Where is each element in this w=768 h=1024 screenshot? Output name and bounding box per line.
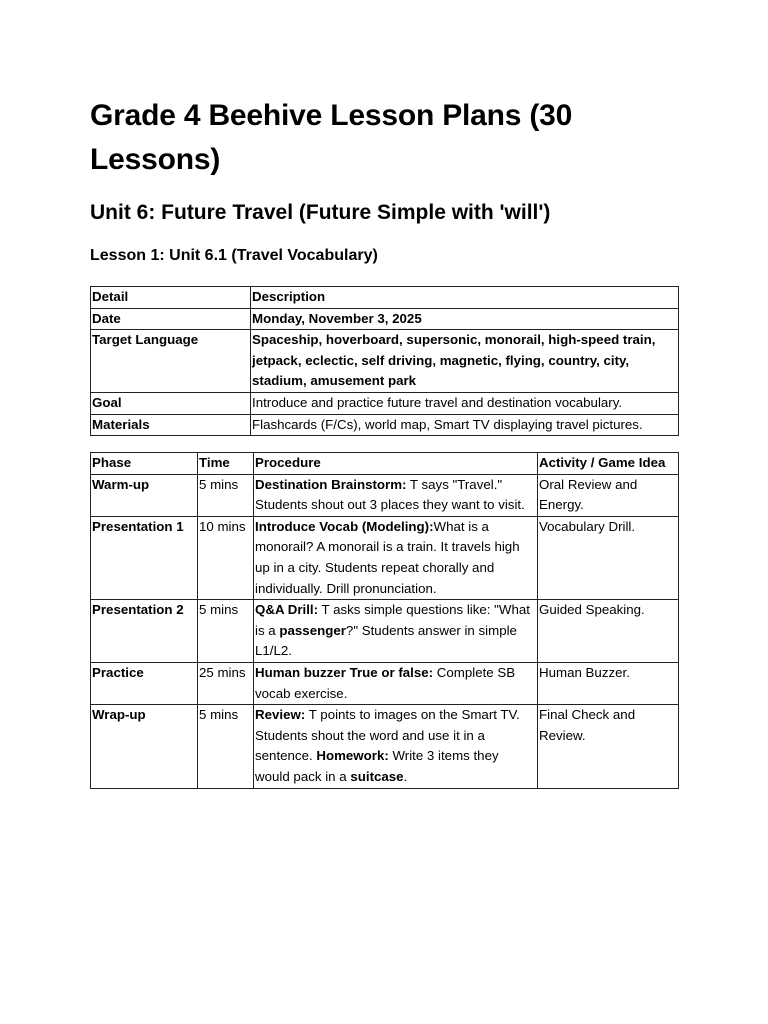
- time-cell: 25 mins: [198, 662, 254, 704]
- header-cell-description: Description: [251, 287, 679, 309]
- procedure-bold-text: Homework:: [316, 748, 389, 764]
- detail-value: Flashcards (F/Cs), world map, Smart TV displaying travel pictures.: [251, 414, 679, 436]
- table-row: [91, 516, 679, 599]
- detail-label: Goal: [91, 392, 251, 414]
- lesson-details-table: [90, 286, 679, 436]
- phase-cell: Practice: [91, 662, 198, 704]
- procedure-text: .: [403, 768, 408, 784]
- lesson-heading: Lesson 1: Unit 6.1 (Travel Vocabulary): [90, 247, 378, 264]
- procedure-bold-text: Introduce Vocab (Modeling):: [255, 518, 434, 534]
- procedure-text: ?" Students answer in simple L1/L2.: [255, 622, 517, 659]
- activity-cell: Final Check and Review.: [538, 705, 679, 788]
- table-row: [91, 414, 679, 436]
- header-cell-procedure: Procedure: [254, 453, 538, 475]
- header-cell-activity: Activity / Game Idea: [538, 453, 679, 475]
- phase-cell: Warm-up: [91, 474, 198, 516]
- detail-value: Spaceship, hoverboard, supersonic, monorail, high-speed train, jetpack, eclectic, self driving, magnetic, flying, country, city, stadium, amusement park: [251, 330, 679, 393]
- table-row: [91, 474, 679, 516]
- procedure-text: Write 3 items they would pack in a: [255, 748, 499, 784]
- table-row: [91, 308, 679, 330]
- activity-cell: Oral Review and Energy.: [538, 474, 679, 516]
- table-row: [91, 705, 679, 788]
- header-cell-phase: Phase: [91, 453, 198, 475]
- procedure-text: T points to images on the Smart TV. Students shout the word and use it in a sentence.: [255, 707, 520, 764]
- header-cell-time: Time: [198, 453, 254, 475]
- procedure-cell: [254, 516, 538, 599]
- detail-label: Target Language: [91, 330, 251, 393]
- procedure-cell: [254, 600, 538, 663]
- table-header-row: [91, 453, 679, 475]
- activity-cell: Human Buzzer.: [538, 662, 679, 704]
- procedure-text: What is a monorail? A monorail is a train. It travels high up in a city. Students repeat chorally and individually. Drill pronunciation.: [255, 518, 520, 596]
- phase-cell: Wrap-up: [91, 705, 198, 788]
- procedure-bold-text: suitcase: [350, 768, 404, 784]
- procedure-bold-text: Human buzzer True or false:: [255, 664, 434, 680]
- activity-cell: Vocabulary Drill.: [538, 516, 679, 599]
- procedure-cell: [254, 705, 538, 788]
- header-cell-detail: Detail: [91, 287, 251, 309]
- phase-cell: Presentation 1: [91, 516, 198, 599]
- table-row: [91, 600, 679, 663]
- phase-cell: Presentation 2: [91, 600, 198, 663]
- procedure-bold-text: Review:: [255, 707, 306, 723]
- table-row: [91, 392, 679, 414]
- activity-cell: Guided Speaking.: [538, 600, 679, 663]
- procedure-cell: [254, 474, 538, 516]
- procedure-text: Complete SB vocab exercise.: [255, 664, 516, 701]
- detail-label: Date: [91, 308, 251, 330]
- table-header-row: [91, 287, 679, 309]
- procedure-table: [90, 452, 679, 789]
- table-row: [91, 330, 679, 393]
- procedure-bold-text: passenger: [279, 622, 346, 638]
- procedure-cell: [254, 662, 538, 704]
- detail-value: Monday, November 3, 2025: [251, 308, 679, 330]
- detail-value: Introduce and practice future travel and destination vocabulary.: [251, 392, 679, 414]
- time-cell: 10 mins: [198, 516, 254, 599]
- procedure-bold-text: Q&A Drill:: [255, 602, 319, 618]
- procedure-bold-text: Destination Brainstorm:: [255, 476, 407, 492]
- time-cell: 5 mins: [198, 474, 254, 516]
- procedure-text: T asks simple questions like: "What is a: [255, 602, 530, 638]
- table-row: [91, 662, 679, 704]
- unit-heading: Unit 6: Future Travel (Future Simple with 'will'): [90, 201, 551, 224]
- time-cell: 5 mins: [198, 600, 254, 663]
- document-title: Grade 4 Beehive Lesson Plans (30 Lessons): [90, 99, 573, 176]
- procedure-text: T says "Travel." Students shout out 3 places they want to visit.: [255, 476, 525, 513]
- detail-label: Materials: [91, 414, 251, 436]
- time-cell: 5 mins: [198, 705, 254, 788]
